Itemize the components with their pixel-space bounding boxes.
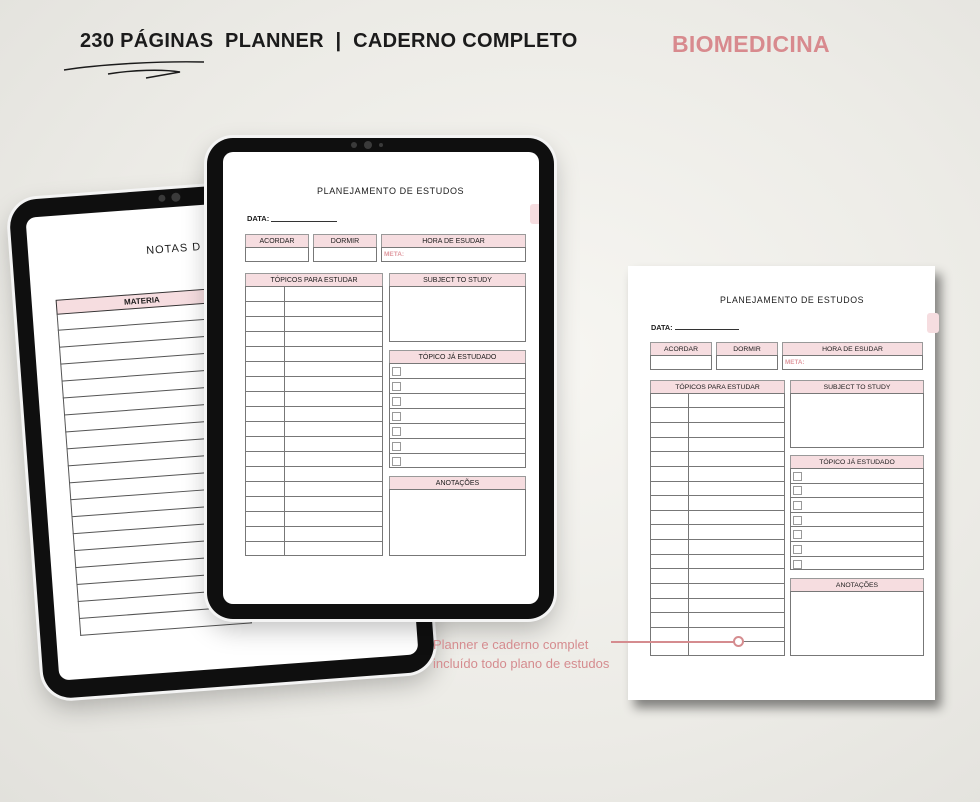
date-label: DATA:	[247, 214, 270, 223]
estudado-row	[389, 453, 526, 454]
acordar-header: ACORDAR	[650, 342, 712, 355]
acordar-header: ACORDAR	[245, 234, 309, 247]
topicos-row	[650, 612, 785, 613]
topicos-row	[650, 510, 785, 511]
checkbox	[392, 382, 401, 391]
subject-box	[790, 393, 924, 448]
camera-dot	[171, 192, 181, 202]
camera-dot	[364, 141, 372, 149]
topicos-row	[650, 407, 785, 408]
topicos-row	[650, 554, 785, 555]
hora-header: HORA DE ESUDAR	[381, 234, 526, 247]
estudado-row	[790, 497, 924, 498]
callout-line-1: Planner e caderno complet	[433, 637, 589, 652]
topicos-row	[650, 539, 785, 540]
checkbox	[392, 412, 401, 421]
topicos-row	[245, 451, 383, 452]
notes-title: NOTAS D	[145, 241, 202, 258]
topicos-row	[245, 511, 383, 512]
checkbox	[392, 397, 401, 406]
planner-sheet	[628, 266, 935, 700]
acordar-box	[245, 247, 309, 262]
checkbox	[392, 427, 401, 436]
topicos-row	[245, 541, 383, 542]
checkbox	[793, 486, 802, 495]
acordar-box	[650, 355, 712, 370]
estudado-header: TÓPICO JÁ ESTUDADO	[389, 350, 526, 363]
dormir-header: DORMIR	[716, 342, 778, 355]
estudado-row	[790, 526, 924, 527]
camera-dot	[351, 142, 357, 148]
checkbox	[793, 530, 802, 539]
camera-dot	[158, 195, 165, 202]
topicos-row	[245, 346, 383, 347]
topicos-row	[245, 421, 383, 422]
dormir-box	[716, 355, 778, 370]
estudado-row	[389, 408, 526, 409]
date-line	[271, 221, 337, 222]
dormir-header: DORMIR	[313, 234, 377, 247]
topicos-row	[245, 361, 383, 362]
topicos-row	[245, 496, 383, 497]
topicos-row	[245, 481, 383, 482]
estudado-row	[790, 556, 924, 557]
estudado-row	[389, 393, 526, 394]
topicos-row	[650, 451, 785, 452]
checkbox	[793, 516, 802, 525]
topicos-row	[650, 583, 785, 584]
topicos-row	[245, 436, 383, 437]
topicos-row	[245, 376, 383, 377]
topicos-row	[650, 627, 785, 628]
dormir-box	[313, 247, 377, 262]
checkbox	[392, 367, 401, 376]
planner-title: PLANEJAMENTO DE ESTUDOS	[317, 186, 465, 196]
subject-header: SUBJECT TO STUDY	[790, 380, 924, 393]
topicos-row	[245, 391, 383, 392]
date-line	[675, 329, 739, 330]
topicos-row	[245, 316, 383, 317]
topicos-row	[650, 437, 785, 438]
menu-tab	[530, 204, 539, 224]
estudado-row	[389, 438, 526, 439]
callout-connector	[611, 641, 735, 643]
menu-tab	[927, 313, 939, 333]
topicos-row	[650, 524, 785, 525]
estudado-header: TÓPICO JÁ ESTUDADO	[790, 455, 924, 468]
camera-dot	[379, 143, 383, 147]
topicos-row	[650, 598, 785, 599]
topicos-row	[650, 422, 785, 423]
estudado-row	[790, 541, 924, 542]
anotacoes-box	[790, 591, 924, 656]
materia-header: MATERIA	[56, 287, 229, 315]
estudado-row	[790, 512, 924, 513]
brand-title: BIOMEDICINA	[672, 31, 830, 57]
topicos-row	[245, 406, 383, 407]
estudado-row	[389, 378, 526, 379]
planner-page-tablet	[223, 152, 539, 604]
topicos-row	[650, 481, 785, 482]
estudado-row	[389, 423, 526, 424]
checkbox	[793, 472, 802, 481]
topicos-row	[650, 466, 785, 467]
callout-text	[433, 635, 609, 673]
underline-swoosh	[62, 58, 212, 82]
callout-line-2: incluído todo plano de estudos	[433, 656, 610, 671]
hora-header: HORA DE ESUDAR	[782, 342, 923, 355]
checkbox	[392, 457, 401, 466]
subject-box	[389, 286, 526, 342]
meta-label: META:	[384, 251, 405, 258]
topicos-header: TÓPICOS PARA ESTUDAR	[650, 380, 785, 393]
planner-title: PLANEJAMENTO DE ESTUDOS	[720, 295, 865, 305]
estudado-row	[790, 483, 924, 484]
planner-page-sheet	[628, 266, 935, 700]
subject-header: SUBJECT TO STUDY	[389, 273, 526, 286]
headline: 230 PÁGINAS PLANNER | CADERNO COMPLETO	[80, 30, 578, 52]
anotacoes-header: ANOTAÇÕES	[389, 476, 526, 489]
anotacoes-box	[389, 489, 526, 556]
topicos-row	[245, 466, 383, 467]
date-label: DATA:	[651, 323, 673, 332]
topicos-row	[650, 495, 785, 496]
topicos-row	[245, 526, 383, 527]
topicos-row	[650, 568, 785, 569]
front-screen	[223, 152, 539, 604]
checkbox	[392, 442, 401, 451]
front-tablet	[207, 138, 554, 619]
checkbox	[793, 501, 802, 510]
checkbox	[793, 545, 802, 554]
anotacoes-header: ANOTAÇÕES	[790, 578, 924, 591]
topicos-row	[245, 301, 383, 302]
meta-label: META:	[785, 359, 805, 366]
checkbox	[793, 560, 802, 569]
callout-dot	[733, 636, 744, 647]
topicos-row	[245, 331, 383, 332]
topicos-header: TÓPICOS PARA ESTUDAR	[245, 273, 383, 286]
